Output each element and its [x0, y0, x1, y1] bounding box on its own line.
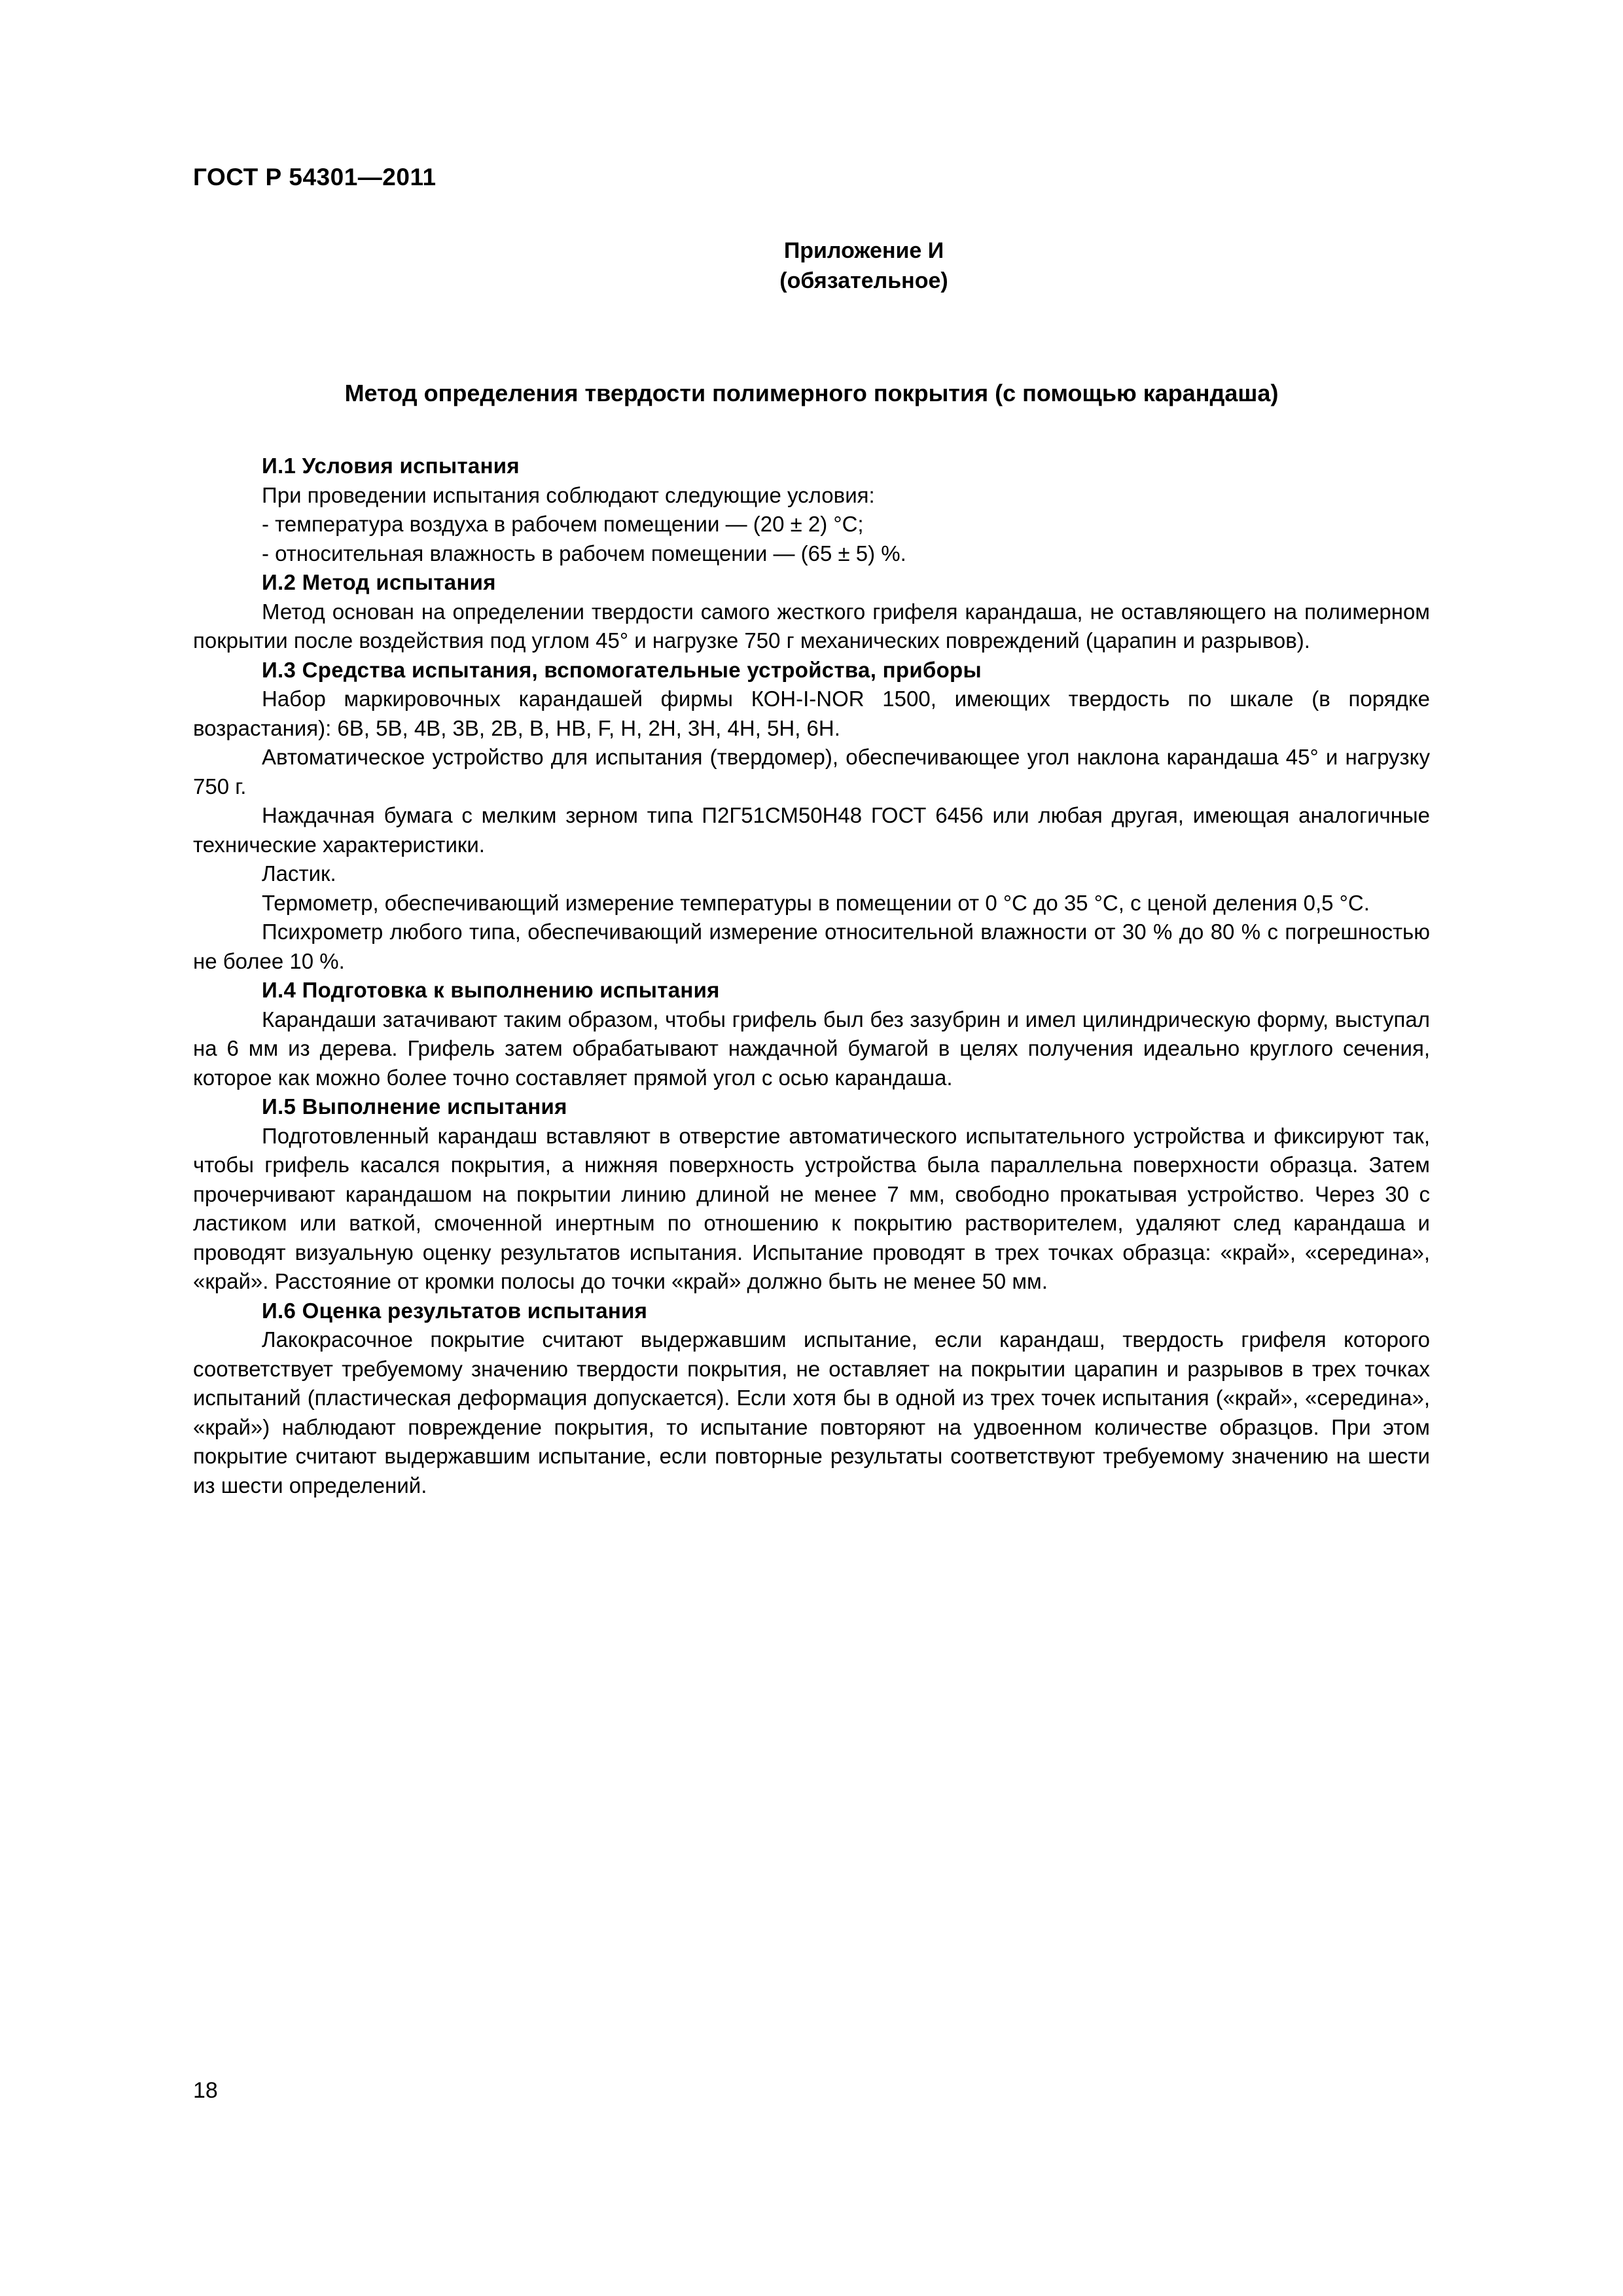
appendix-heading [753, 236, 975, 296]
section-heading: И.4 Подготовка к выполнению испытания [262, 978, 720, 1002]
appendix-label: Приложение И [783, 238, 944, 263]
section-heading: И.1 Условия испытания [262, 454, 520, 478]
paragraph: Термометр, обеспечивающий измерение температуры в помещении от 0 °С до 35 °С, с ценой деления 0,5 °С. [262, 890, 1370, 915]
list-item: - температура воздуха в рабочем помещении — (20 ± 2) °С; [262, 512, 864, 536]
paragraph: Лакокрасочное покрытие считают выдержавшим испытание, если карандаш, твердость грифеля которого соответствует требуемому значению твердости покрытия, не оставляет на покрытии царапин и разрывов в трех точках испытаний (пластическая деформация допускается). Если хотя бы в одной из трех точек испытания («край», «середина», «край») наблюдают повреждение покрытия, то испытание повторяют на удвоенном количестве образцов. При этом покрытие считают выдержавшим испытание, если повторные результаты соответствуют требуемому значению на шести из шести определений. [193, 1327, 1430, 1498]
paragraph: При проведении испытания соблюдают следующие условия: [262, 482, 875, 507]
paragraph: Психрометр любого типа, обеспечивающий измерение относительной влажности от 30 % до 80 % с погрешностью не более 10 %. [193, 920, 1430, 973]
document-code: ГОСТ Р 54301—2011 [193, 164, 437, 190]
section-heading: И.6 Оценка результатов испытания [262, 1298, 648, 1323]
paragraph: Метод основан на определении твердости самого жесткого грифеля карандаша, не оставляющего на полимерном покрытии после воздействия под углом 45° и нагрузке 750 г механических повреждений (царапин и разрывов). [193, 599, 1430, 653]
section-heading: И.5 Выполнение испытания [262, 1094, 567, 1119]
document-body [193, 452, 1430, 1500]
paragraph: Карандаши затачивают таким образом, чтобы грифель был без зазубрин и имел цилиндрическую форму, выступал на 6 мм из дерева. Грифель затем обрабатывают наждачной бумагой в целях получения идеально круглого сечения, которое как можно более точно составляет прямой угол с осью карандаша. [193, 1007, 1430, 1090]
appendix-title: Метод определения твердости полимерного покрытия (с помощью карандаша) [344, 380, 1279, 406]
paragraph: Ластик. [262, 861, 336, 886]
paragraph: Наждачная бумага с мелким зерном типа П2Г51СМ50Н48 ГОСТ 6456 или любая другая, имеющая аналогичные технические характеристики. [193, 803, 1430, 857]
list-item: - относительная влажность в рабочем помещении — (65 ± 5) %. [262, 541, 906, 565]
section-heading: И.3 Средства испытания, вспомогательные устройства, приборы [262, 657, 982, 682]
section-heading: И.2 Метод испытания [262, 570, 496, 594]
paragraph: Подготовленный карандаш вставляют в отверстие автоматического испытательного устройства и фиксируют так, чтобы грифель касался покрытия, а нижняя поверхность устройства была параллельна поверхности образца. Затем прочерчивают карандашом на покрытии линию длиной не менее 7 мм, свободно прокатывая устройство. Через 30 с ластиком или ваткой, смоченной инертным по отношению к покрытию растворителем, удаляют след карандаша и проводят визуальную оценку результатов испытания. Испытание проводят в трех точках образца: «край», «середина», «край». Расстояние от кромки полосы до точки «край» должно быть не менее 50 мм. [193, 1123, 1430, 1293]
appendix-status: (обязательное) [779, 268, 948, 293]
paragraph: Автоматическое устройство для испытания (твердомер), обеспечивающее угол наклона карандаша 45° и нагрузку 750 г. [193, 745, 1430, 798]
page-number: 18 [193, 2078, 218, 2103]
paragraph: Набор маркировочных карандашей фирмы КОН-I-NOR 1500, имеющих твердость по шкале (в порядке возрастания): 6В, 5В, 4В, 3В, 2В, В, НВ, F, Н, 2Н, 3Н, 4Н, 5Н, 6Н. [193, 687, 1430, 740]
